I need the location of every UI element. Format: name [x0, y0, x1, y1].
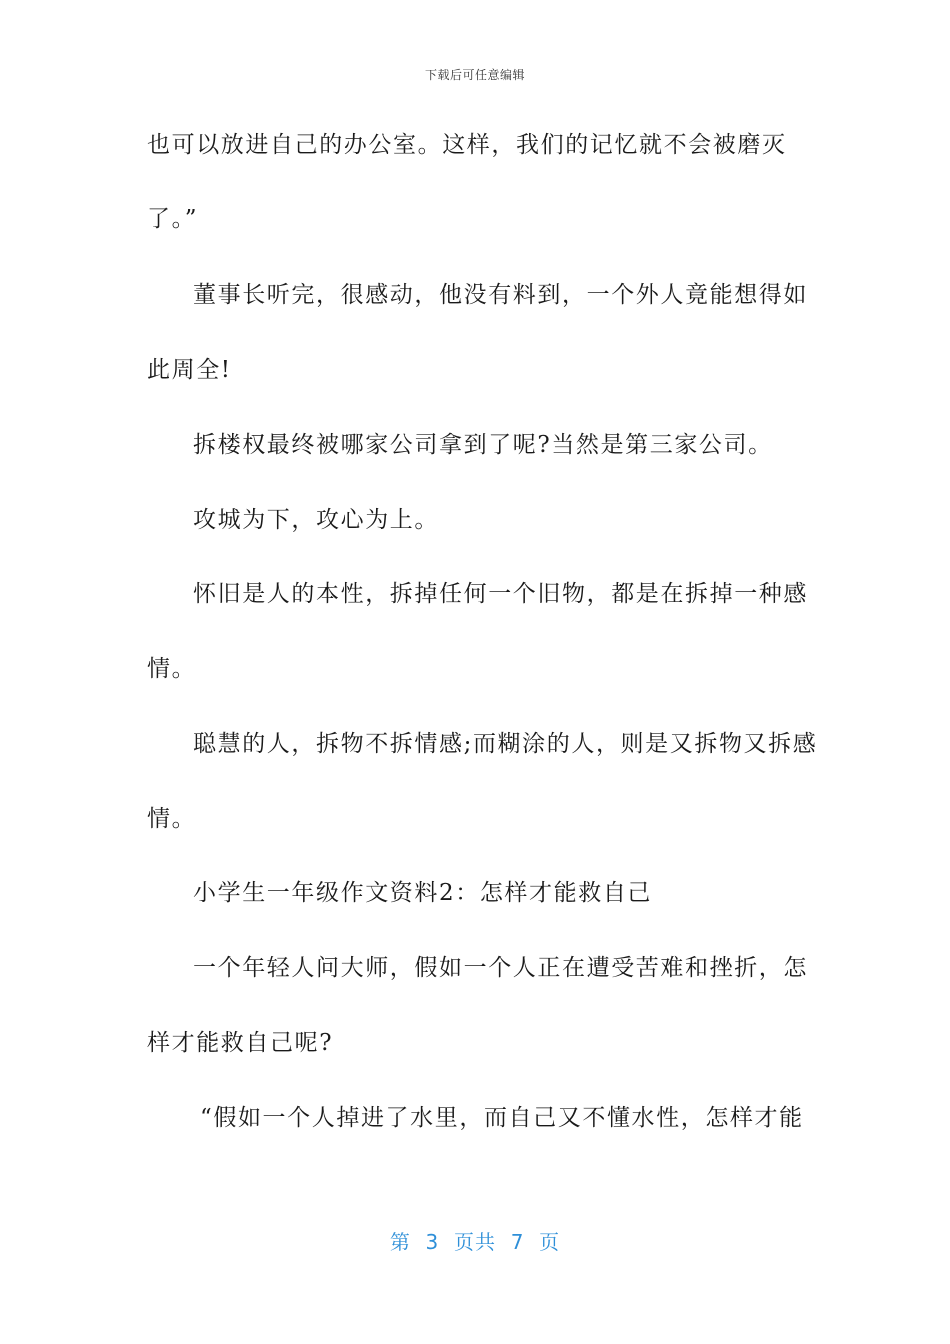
- text-line: 也可以放进自己的办公室。这样，我们的记忆就不会被磨灭: [147, 132, 787, 158]
- page-number-footer: 第 3 页共 7 页: [389, 1230, 561, 1254]
- text-line: 攻城为下，攻心为上。: [193, 507, 439, 533]
- text-line: “假如一个人掉进了水里，而自己又不懂水性，怎样才能: [200, 1105, 804, 1131]
- text-line: 董事长听完，很感动，他没有料到，一个外人竟能想得如: [193, 282, 808, 308]
- text-line: 情。: [147, 656, 197, 682]
- section-heading: 小学生一年级作文资料2：怎样才能救自己: [193, 880, 653, 906]
- page-header: 下载后可任意编辑: [424, 68, 525, 82]
- text-line: 此周全!: [147, 357, 232, 383]
- text-line: 情。: [147, 806, 197, 832]
- text-line: 样才能救自己呢?: [147, 1030, 334, 1056]
- text-line: 拆楼权最终被哪家公司拿到了呢?当然是第三家公司。: [193, 432, 773, 458]
- text-line: 了。”: [147, 206, 199, 232]
- text-line: 怀旧是人的本性，拆掉任何一个旧物，都是在拆掉一种感: [193, 581, 808, 607]
- text-line: 一个年轻人问大师，假如一个人正在遭受苦难和挫折，怎: [193, 955, 808, 981]
- text-line: 聪慧的人，拆物不拆情感;而糊涂的人，则是又拆物又拆感: [193, 731, 818, 757]
